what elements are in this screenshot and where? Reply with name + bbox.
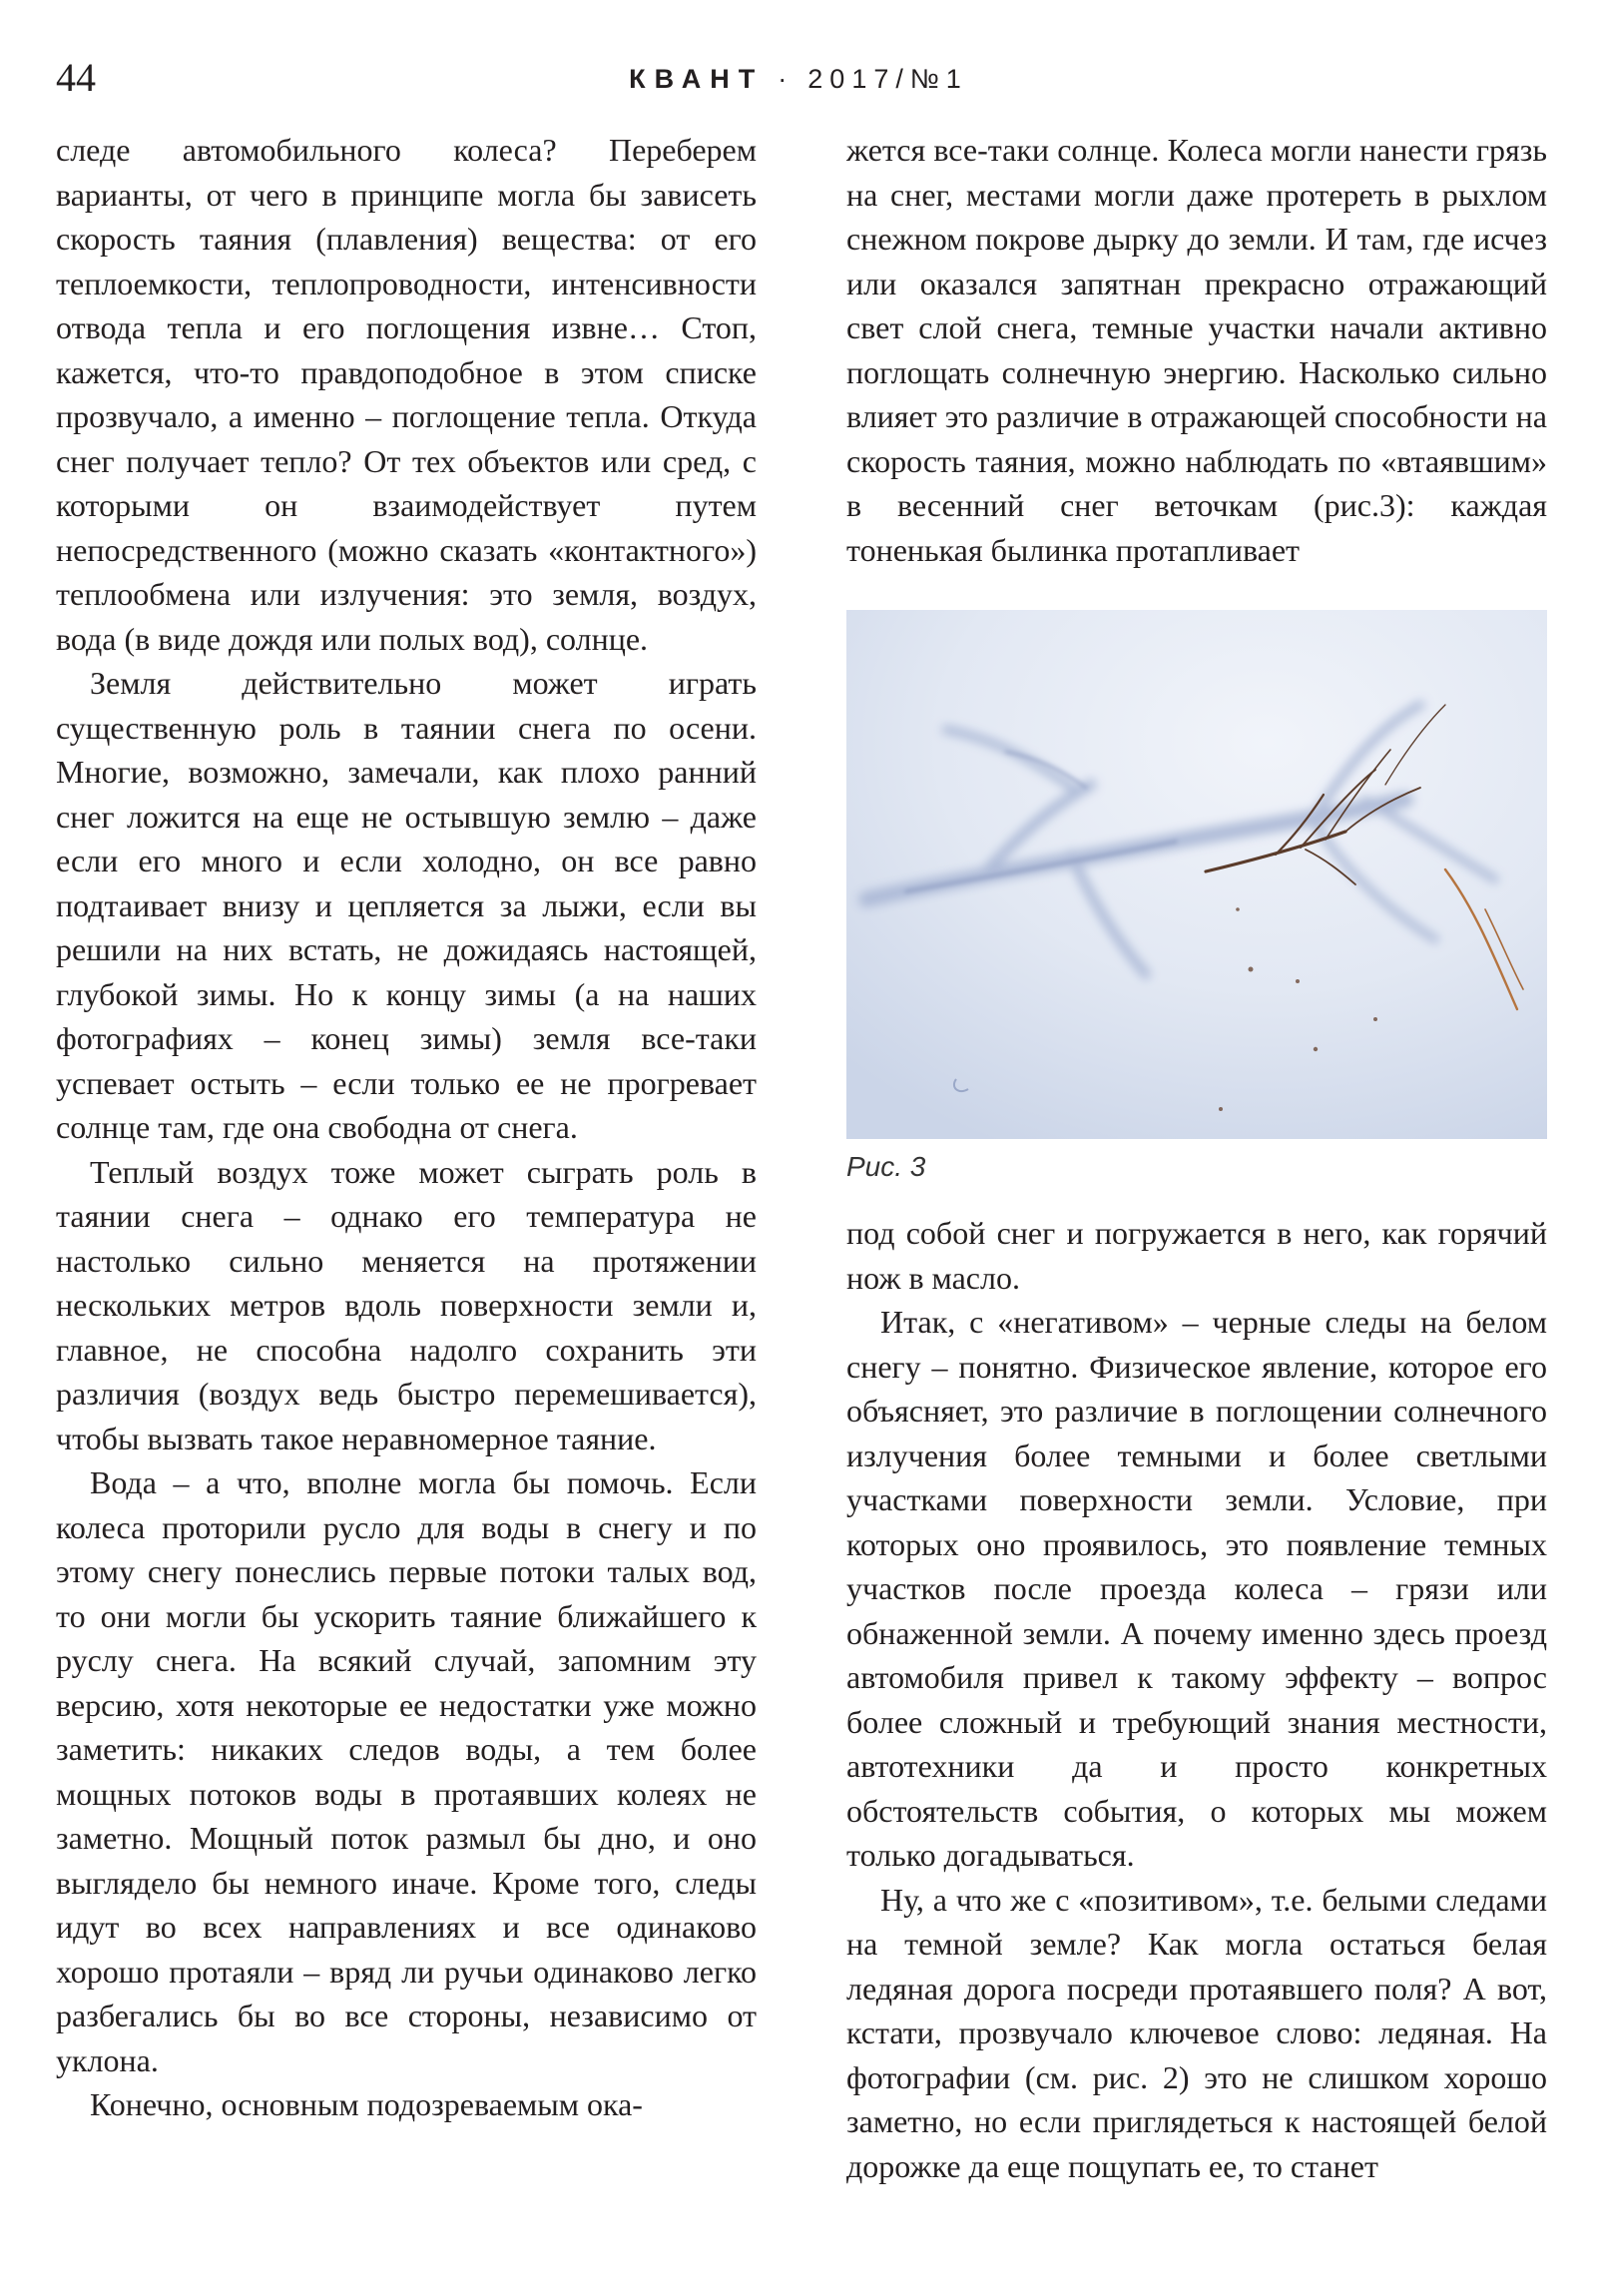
- snow-twig-photo: [846, 610, 1547, 1139]
- header-separator: ·: [778, 64, 795, 94]
- journal-title: КВАНТ: [629, 64, 765, 94]
- left-column: [56, 128, 757, 2127]
- paragraph: следе автомобильного колеса? Переберем варианты, от чего в принципе могла бы зависеть скорость таяния (плавления) вещества: от его теплоемкости, теплопроводности, интенсивности отвода тепла и его поглощения извне… Стоп, кажется, что-то правдоподобное в этом списке прозвучало, а именно – поглощение тепла. Откуда снег получает тепло? От тех объектов или сред, с которыми он взаимодействует путем непосредственного (можно сказать «контактного») теплообмена или излучения: это земля, воздух, вода (в виде дождя или полых вод), солнце.: [56, 132, 757, 657]
- paragraph: Теплый воздух тоже может сыграть роль в таянии снега – однако его температура не настолько сильно меняется на протяжении нескольких метров вдоль поверхности земли и, главное, не способна надолго сохранить эти различия (воздух ведь быстро перемешивается), чтобы вызвать такое неравномерное таяние.: [56, 1153, 757, 1456]
- paragraph: жется все-таки солнце. Колеса могли нанести грязь на снег, местами могли даже протереть в рыхлом снежном покрове дырку до земли. И там, где исчез или оказался запятнан прекрасно отражающий свет слой снега, темные участки начали активно поглощать солнечную энергию. Насколько сильно влияет это различие в отражающей способности на скорость таяния, можно наблюдать по «втаявшим» в весенний снег веточкам (рис.3): каждая тоненькая былинка протапливает: [846, 132, 1547, 568]
- right-column: [846, 128, 1547, 2188]
- paragraph: Вода – а что, вполне могла бы помочь. Если колеса проторили русло для воды в снегу и по этому снегу понеслись первые потоки талых вод, то они могли бы ускорить таяние ближайшего к руслу снега. На всякий случай, запомним эту версию, хотя некоторые ее недостатки уже можно заметить: никаких следов воды, а тем более мощных потоков воды в протаявших колеях не заметно. Мощный поток размыл бы дно, и оно выглядело бы немного иначе. Кроме того, следы идут во всех направлениях и все одинаково хорошо протаяли – вряд ли ручьи одинаково легко разбегались бы во все стороны, независимо от уклона.: [56, 1464, 757, 2078]
- paragraph: Итак, с «негативом» – черные следы на белом снегу – понятно. Физическое явление, которое его объясняет, это различие в поглощении солнечного излучения более темными и более светлыми участками поверхности земли. Условие, при которых оно проявилось, это появление темных участков после проезда колеса – грязи или обнаженной земли. А почему именно здесь проезд автомобиля привел к такому эффекту – вопрос более сложный и требующий знания местности, автотехники да и просто конкретных обстоятельств события, о которых мы можем только догадываться.: [846, 1304, 1547, 1873]
- figure-3: [846, 610, 1547, 1183]
- figure-caption: Рис. 3: [846, 1151, 926, 1182]
- page-number: 44: [56, 55, 96, 100]
- running-head: [0, 66, 1597, 93]
- paragraph: под собой снег и погружается в него, как горячий нож в масло.: [846, 1215, 1547, 1296]
- paragraph: Земля действительно может играть существенную роль в таянии снега по осени. Многие, возможно, замечали, как плохо ранний снег ложится на еще не остывшую землю – даже если его много и если холодно, он все равно подтаивает внизу и цепляется за лыжи, если вы решили на них встать, не дожидаясь настоящей, глубокой зимы. Но к концу зимы (а на наших фотографиях – конец зимы) земля все-таки успевает остыть – если только ее не прогревает солнце там, где она свободна от снега.: [56, 665, 757, 1145]
- paragraph: Ну, а что же с «позитивом», т.е. белыми следами на темной земле? Как могла остаться белая ледяная дорога посреди протаявшего поля? А вот, кстати, прозвучало ключевое слово: ледяная. На фотографии (см. рис. 2) это не слишком хорошо заметно, но если приглядеться к настоящей белой дорожке да еще пощупать ее, то станет: [846, 1881, 1547, 2184]
- paragraph: Конечно, основным подозреваемым ока-: [90, 2086, 643, 2122]
- issue-number: 2017/№1: [807, 64, 968, 94]
